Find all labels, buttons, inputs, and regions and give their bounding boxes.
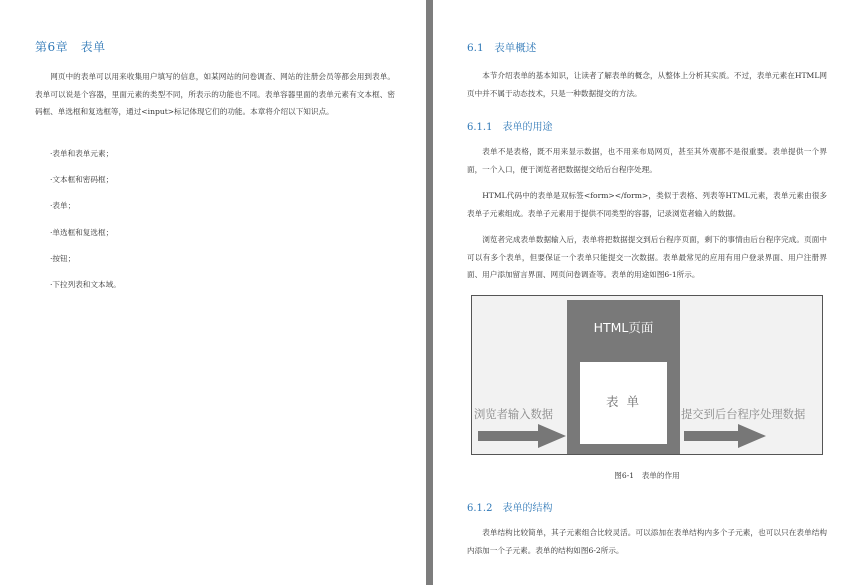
subsection-title: 6.1.2 表单的结构	[467, 503, 553, 514]
paragraph: 表单不是表格，既不用来显示数据，也不用来布局网页，甚至其外观都不是很重要。表单提供一个界面，一个入口，便于浏览者把数据提交给后台程序处理。	[467, 147, 827, 174]
page-gutter	[426, 0, 433, 585]
form-purpose-figure	[471, 295, 823, 455]
right-arrow-icon	[684, 424, 766, 448]
chapter-title: 第6章 表单	[35, 40, 106, 54]
knowledge-point-list	[50, 145, 121, 302]
list-item: ·文本框和密码框；	[50, 175, 114, 185]
right-arrow-icon	[478, 424, 566, 448]
list-item: ·按钮；	[50, 253, 76, 263]
submit-data-label: 提交到后台程序处理数据	[681, 408, 806, 421]
chapter-intro: 网页中的表单可以用来收集用户填写的信息，如某网站的问卷调查、网站的注册会员等都会用到表单。表单可以说是个容器，里面元素的类型不同，所表示的功能也不同。表单容器里面的表单元素有文本框、密码框、单选框和复选框等，通过<input>标记体现它们的功能。本章将介绍以下知识点。	[35, 72, 395, 117]
subsection-title: 6.1.1 表单的用途	[467, 122, 553, 133]
right-page	[433, 0, 861, 585]
list-item: ·下拉列表和文本域。	[50, 279, 121, 289]
paragraph: 浏览者完成表单数据输入后，表单将把数据提交到后台程序页面，剩下的事情由后台程序完成。页面中可以有多个表单，但要保证一个表单只能提交一次数据。表单最常见的应用有用户登录界面、用户注册界面、用户添加留言界面、网页问卷调查等。表单的用途如图6-1所示。	[467, 235, 827, 280]
list-item: ·表单；	[50, 201, 76, 211]
list-item: ·表单和表单元素；	[50, 149, 114, 158]
form-label: 表 单	[606, 394, 641, 409]
list-item: ·单选框和复选框；	[50, 227, 114, 237]
left-page	[0, 0, 426, 585]
section-intro: 本节介绍表单的基本知识，让读者了解表单的概念，从整体上分析其实质。不过，表单元素在HTML网页中并不属于动态技术，只是一种数据提交的方法。	[467, 71, 827, 98]
figure-caption: 图6-1 表单的作用	[614, 471, 680, 480]
paragraph: 表单结构比较简单，其子元素组合比较灵活。可以添加在表单结构内多个子元素，也可以只在表单结构内添加一个子元素。表单的结构如图6-2所示。	[467, 528, 827, 555]
input-data-label: 浏览者输入数据	[474, 408, 554, 421]
html-page-label: HTML页面	[593, 320, 654, 335]
paragraph: HTML代码中的表单是双标签<form></form>，类似于表格、列表等HTML元素，表单元素由很多表单子元素组成。表单子元素用于提供不同类型的容器，记录浏览者输入的数据。	[467, 191, 827, 218]
section-title: 6.1 表单概述	[467, 42, 537, 54]
